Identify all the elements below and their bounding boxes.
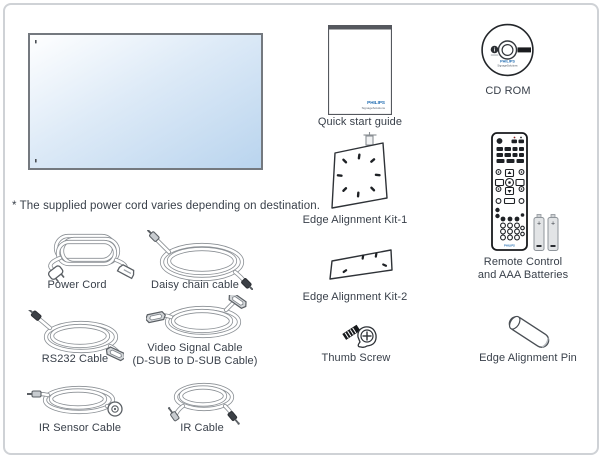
- power-cord-illustration: [36, 228, 138, 282]
- jack-plug: [28, 310, 42, 321]
- remote-control-label: [453, 256, 593, 282]
- edge-alignment-kit-1-label: Edge Alignment Kit-1: [302, 214, 408, 226]
- thumb-screw-illustration: [340, 318, 384, 352]
- battery-plus-mark: +: [536, 220, 542, 228]
- thumb-screw-label: Thumb Screw: [321, 352, 391, 364]
- display-panel-illustration: [28, 33, 263, 170]
- edge-alignment-pin-illustration: [500, 312, 558, 352]
- philips-logo-text: PHILIPS: [504, 243, 515, 248]
- svg-text:i: i: [493, 47, 496, 54]
- ir-sensor-cable-label: IR Sensor Cable: [38, 422, 122, 434]
- remote-control-label-line2: and AAA Batteries: [477, 269, 569, 281]
- quick-start-guide-label: Quick start guide: [317, 116, 403, 128]
- edge-alignment-kit-1-illustration: [325, 130, 403, 214]
- ir-cable-label: IR Cable: [180, 422, 224, 434]
- ir-sensor-cable-illustration: [27, 383, 123, 421]
- dsub-connector: [146, 311, 166, 323]
- battery-plus-mark: +: [550, 220, 556, 228]
- signage-solutions-text: SignageSolutions: [361, 106, 385, 110]
- video-signal-cable-label-line1: Video Signal Cable: [147, 342, 243, 354]
- edge-alignment-pin-label: Edge Alignment Pin: [479, 352, 577, 364]
- jack-plug: [147, 230, 160, 242]
- rs232-cable-label: RS232 Cable: [41, 353, 109, 365]
- aaa-batteries-illustration: [533, 213, 559, 253]
- edge-alignment-kit-2-label: Edge Alignment Kit-2: [302, 291, 408, 303]
- signage-solutions-text: SignageSolutions: [497, 64, 518, 68]
- video-signal-cable-label-line2: (D-SUB to D-SUB Cable): [132, 355, 258, 367]
- ir-cable-illustration: [165, 382, 243, 426]
- jack-plug: [27, 391, 41, 397]
- cd-rom-illustration: [480, 23, 536, 79]
- power-cord-note: * The supplied power cord varies depending on destination.: [12, 200, 320, 212]
- remote-control-label-line1: Remote Control: [483, 256, 563, 268]
- philips-logo-text: PHILIPS: [367, 100, 385, 105]
- daisy-chain-cable-label: Daisy chain cable: [151, 279, 239, 291]
- video-signal-cable-label: [125, 342, 265, 368]
- cd-rom-label: CD ROM: [485, 85, 531, 97]
- ir-sensor-head: [108, 402, 122, 416]
- remote-control-illustration: [490, 131, 530, 253]
- power-cord-label: Power Cord: [47, 279, 107, 291]
- quick-start-guide-illustration: [328, 25, 392, 115]
- screw-icon: [364, 132, 377, 145]
- video-signal-cable-illustration: [146, 295, 250, 347]
- edge-alignment-kit-2-illustration: [325, 245, 403, 287]
- philips-logo-text: PHILIPS: [500, 59, 515, 64]
- power-connector: [118, 264, 136, 279]
